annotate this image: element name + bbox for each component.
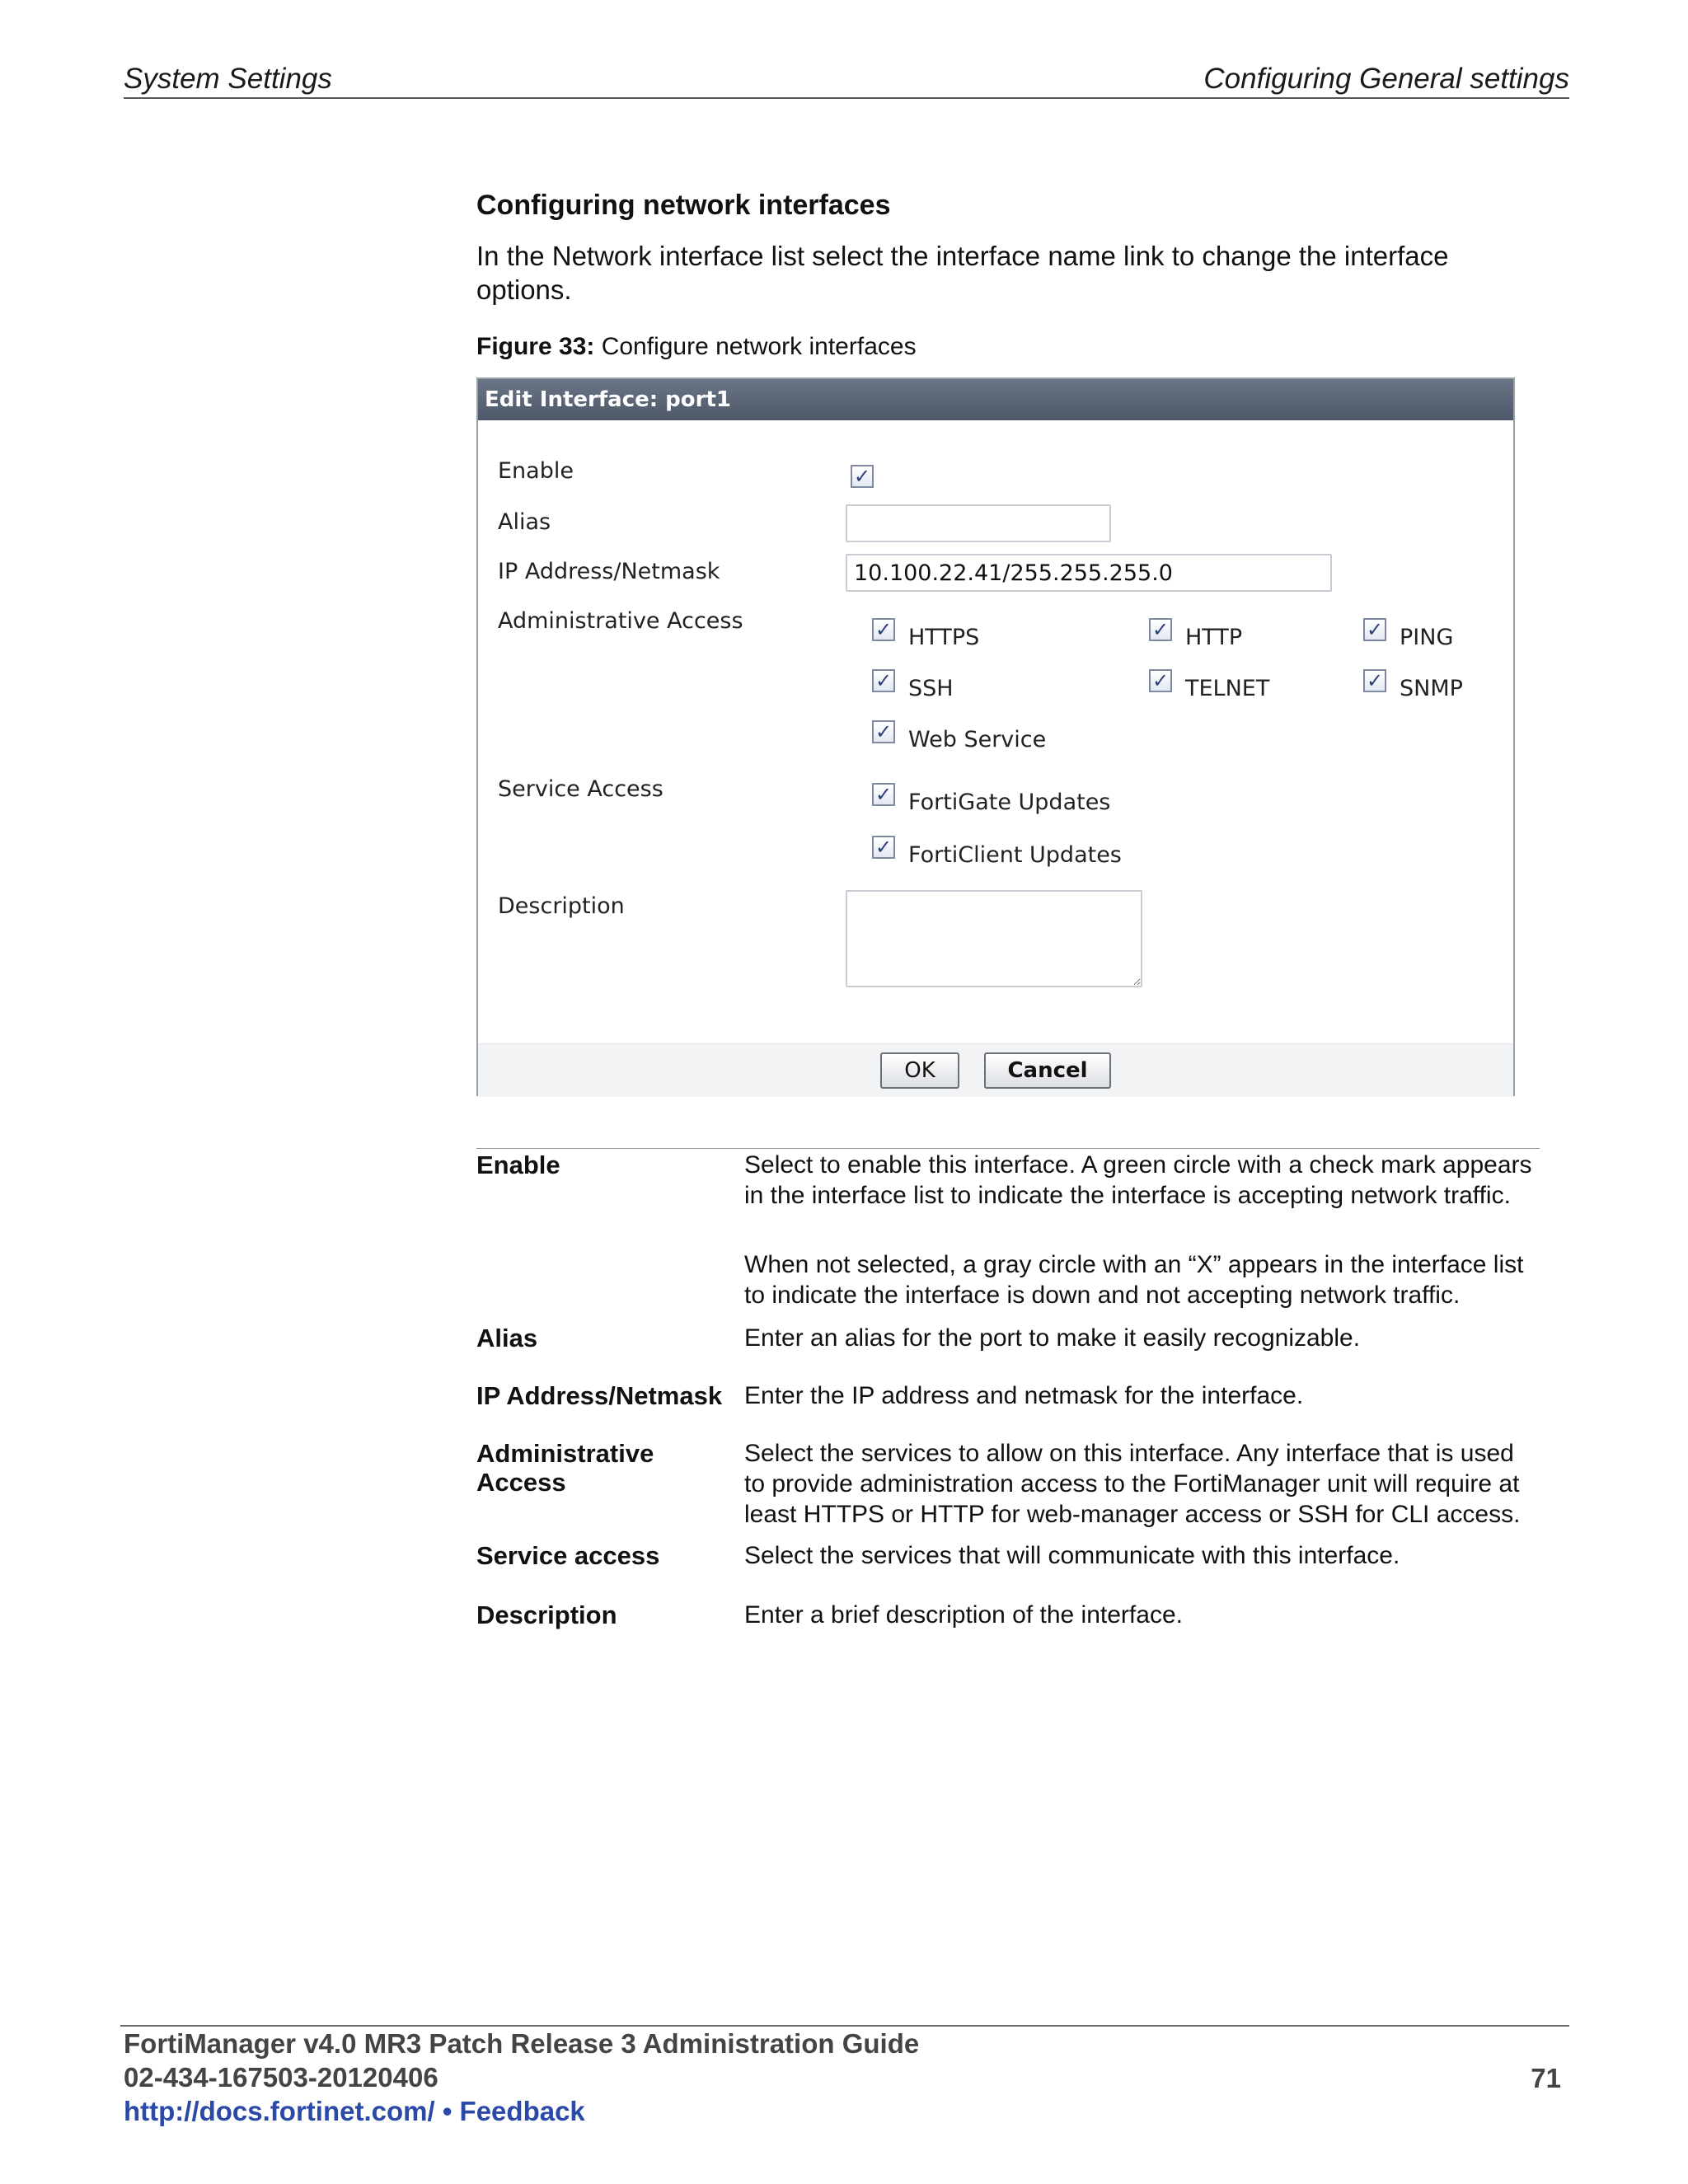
alias-label: Alias [498,509,551,535]
fortigate-updates-label: FortiGate Updates [908,790,1111,815]
description-label: Description [498,893,625,919]
header-rule [124,97,1569,99]
table-desc-service-access: Select the services that will communicate with this interface. [744,1542,1400,1569]
footer-rule [120,2025,1569,2027]
running-header-right: Configuring General settings [1203,63,1569,95]
forticlient-updates-checkbox[interactable]: ✓ [872,836,895,859]
running-header-left: System Settings [124,63,332,95]
enable-label: Enable [498,458,574,484]
web-service-checkbox[interactable]: ✓ [872,720,895,743]
footer-bullet: • [434,2096,460,2126]
footer-links [124,2096,585,2127]
docs-link[interactable]: http://docs.fortinet.com/ [124,2096,435,2126]
ping-checkbox[interactable]: ✓ [1363,618,1386,641]
web-service-label: Web Service [908,727,1047,752]
alias-input[interactable] [846,504,1111,542]
ssh-checkbox[interactable]: ✓ [872,669,895,692]
ok-button[interactable]: OK [880,1052,959,1089]
section-title: Configuring network interfaces [476,190,891,221]
ssh-label: SSH [908,676,954,701]
table-term-administrative-access: Administrative Access [476,1439,654,1497]
table-desc-enable-2: When not selected, a gray circle with an “X” appears in the interface list to indicate the interface is down and not accepting network traffic. [744,1251,1524,1309]
footer-guide-title: FortiManager v4.0 MR3 Patch Release 3 Administration Guide [124,2028,920,2059]
table-top-rule [476,1148,1540,1149]
telnet-checkbox[interactable]: ✓ [1149,669,1172,692]
table-desc-alias: Enter an alias for the port to make it easily recognizable. [744,1324,1361,1352]
page-number: 71 [1531,2063,1561,2093]
ip-netmask-label: IP Address/Netmask [498,559,720,584]
table-term-service-access: Service access [476,1541,660,1570]
table-desc-description: Enter a brief description of the interface. [744,1601,1183,1629]
description-textarea[interactable] [846,890,1142,987]
intro-paragraph: In the Network interface list select the interface name link to change the interface options. [476,241,1449,305]
snmp-checkbox[interactable]: ✓ [1363,669,1386,692]
service-access-label: Service Access [498,776,663,802]
table-desc-ip-netmask: Enter the IP address and netmask for the interface. [744,1382,1304,1409]
figure-caption [476,333,917,361]
http-label: HTTP [1185,625,1243,650]
edit-interface-dialog [476,377,1515,1096]
table-term-enable: Enable [476,1151,560,1179]
feedback-link[interactable]: Feedback [459,2096,585,2126]
fortigate-updates-checkbox[interactable]: ✓ [872,783,895,806]
dialog-footer [478,1043,1513,1097]
snmp-label: SNMP [1400,676,1463,701]
dialog-title: Edit Interface: port1 [478,379,1513,420]
administrative-access-label: Administrative Access [498,608,743,634]
https-label: HTTPS [908,625,980,650]
forticlient-updates-label: FortiClient Updates [908,842,1122,868]
figure-caption-text: Configure network interfaces [594,333,917,360]
table-term-ip-netmask: IP Address/Netmask [476,1381,723,1410]
http-checkbox[interactable]: ✓ [1149,618,1172,641]
cancel-button[interactable]: Cancel [984,1052,1111,1089]
enable-checkbox[interactable]: ✓ [851,465,874,488]
table-term-alias: Alias [476,1324,538,1352]
ping-label: PING [1400,625,1454,650]
table-term-description: Description [476,1601,617,1629]
table-desc-enable: Select to enable this interface. A green circle with a check mark appears in the interface list to indicate the interface is accepting network traffic. [744,1151,1532,1209]
telnet-label: TELNET [1185,676,1270,701]
https-checkbox[interactable]: ✓ [872,618,895,641]
ip-netmask-input[interactable] [846,554,1332,592]
figure-label: Figure 33: [476,333,595,360]
table-desc-administrative-access: Select the services to allow on this interface. Any interface that is used to provide administration access to the FortiManager unit will require at least HTTPS or HTTP for web-manager access or SSH for CLI access. [744,1440,1521,1528]
dialog-body [478,420,1513,1043]
footer-doc-id: 02-434-167503-20120406 [124,2062,438,2093]
